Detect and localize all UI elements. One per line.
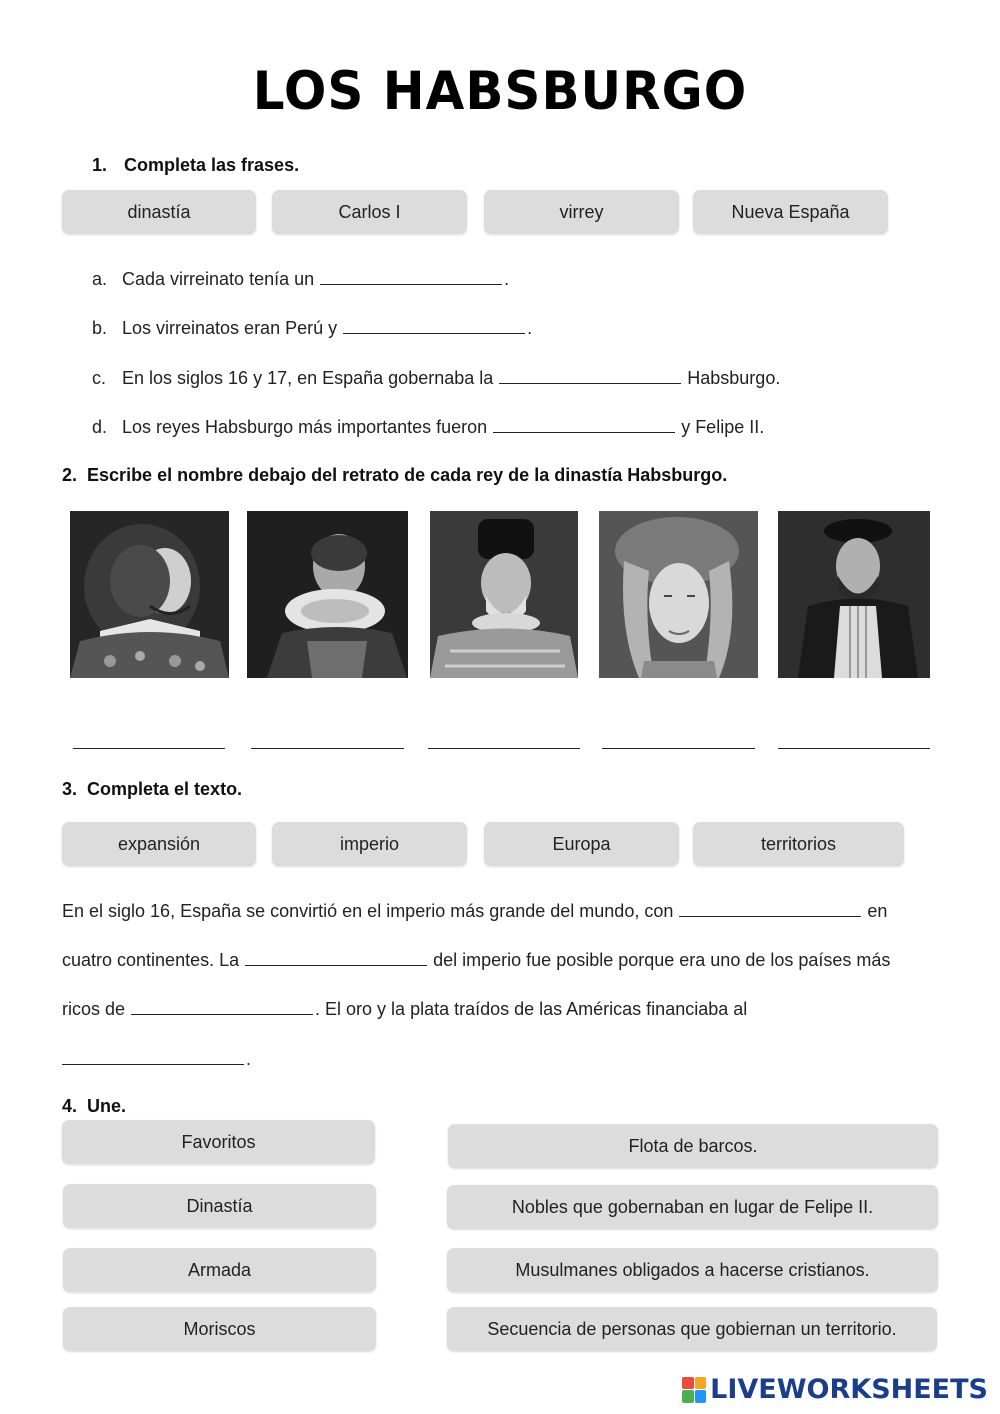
word-chip[interactable]: virrey [484, 190, 679, 234]
word-chip[interactable]: Europa [484, 822, 679, 866]
match-left-item[interactable]: Armada [63, 1248, 376, 1292]
section-1-heading [92, 155, 299, 176]
answer-blank[interactable] [493, 415, 675, 433]
answer-blank[interactable] [343, 316, 525, 334]
word-chip[interactable]: Carlos I [272, 190, 467, 234]
text-line-2: cuatro continentes. La del imperio fue posible porque era uno de los países más [62, 950, 891, 970]
answer-blank[interactable] [499, 366, 681, 384]
logo-badge-icon [682, 1377, 706, 1403]
match-left-item[interactable]: Moriscos [63, 1307, 376, 1351]
section-number: 3. [62, 779, 78, 799]
name-answer-line[interactable] [428, 748, 580, 749]
answer-blank[interactable] [679, 899, 861, 917]
section-2-heading [62, 465, 727, 486]
match-left-item[interactable]: Dinastía [63, 1184, 376, 1228]
portrait-image [247, 511, 408, 678]
word-chip[interactable]: expansión [62, 822, 256, 866]
section-number: 4. [62, 1096, 78, 1116]
match-right-item[interactable]: Flota de barcos. [448, 1124, 938, 1168]
page-title: LOS HABSBURGO [252, 60, 748, 122]
text-line-4: . [62, 1047, 251, 1070]
word-chip[interactable]: dinastía [62, 190, 256, 234]
portrait-image [430, 511, 578, 678]
portrait-image [599, 511, 758, 678]
section-title: Une. [87, 1096, 127, 1116]
sentence-a: a. Cada virreinato tenía un . [92, 269, 510, 289]
answer-blank[interactable] [320, 267, 502, 285]
portrait-image [70, 511, 229, 678]
name-answer-line[interactable] [251, 748, 404, 749]
match-right-item[interactable]: Secuencia de personas que gobiernan un territorio. [447, 1307, 937, 1351]
section-title: Completa las frases. [124, 155, 300, 175]
name-answer-line[interactable] [778, 748, 930, 749]
section-title: Completa el texto. [87, 779, 243, 799]
match-right-item[interactable]: Musulmanes obligados a hacerse cristianos. [447, 1248, 938, 1292]
section-4-heading [62, 1096, 126, 1117]
word-chip[interactable]: imperio [272, 822, 467, 866]
text-line-1: En el siglo 16, España se convirtió en el imperio más grande del mundo, con en [62, 901, 888, 921]
answer-blank[interactable] [245, 948, 427, 966]
logo-text: LIVEWORKSHEETS [710, 1374, 988, 1405]
name-answer-line[interactable] [602, 748, 755, 749]
answer-blank[interactable] [131, 997, 313, 1015]
section-number: 1. [92, 155, 108, 175]
portrait-image [778, 511, 930, 678]
sentence-b: b. Los virreinatos eran Perú y . [92, 318, 533, 338]
sentence-c: c. En los siglos 16 y 17, en España gobernaba la Habsburgo. [92, 368, 781, 388]
name-answer-line[interactable] [73, 748, 225, 749]
word-chip[interactable]: Nueva España [693, 190, 888, 234]
match-right-item[interactable]: Nobles que gobernaban en lugar de Felipe II. [447, 1185, 938, 1229]
section-title: Escribe el nombre debajo del retrato de cada rey de la dinastía Habsburgo. [87, 465, 728, 485]
section-3-heading [62, 779, 242, 800]
liveworksheets-logo [682, 1374, 988, 1405]
sentence-d: d. Los reyes Habsburgo más importantes fueron y Felipe II. [92, 417, 765, 437]
word-chip[interactable]: territorios [693, 822, 904, 866]
section-number: 2. [62, 465, 78, 485]
answer-blank[interactable] [62, 1047, 244, 1065]
match-left-item[interactable]: Favoritos [62, 1120, 375, 1164]
text-line-3: ricos de . El oro y la plata traídos de las Américas financiaba al [62, 999, 748, 1019]
